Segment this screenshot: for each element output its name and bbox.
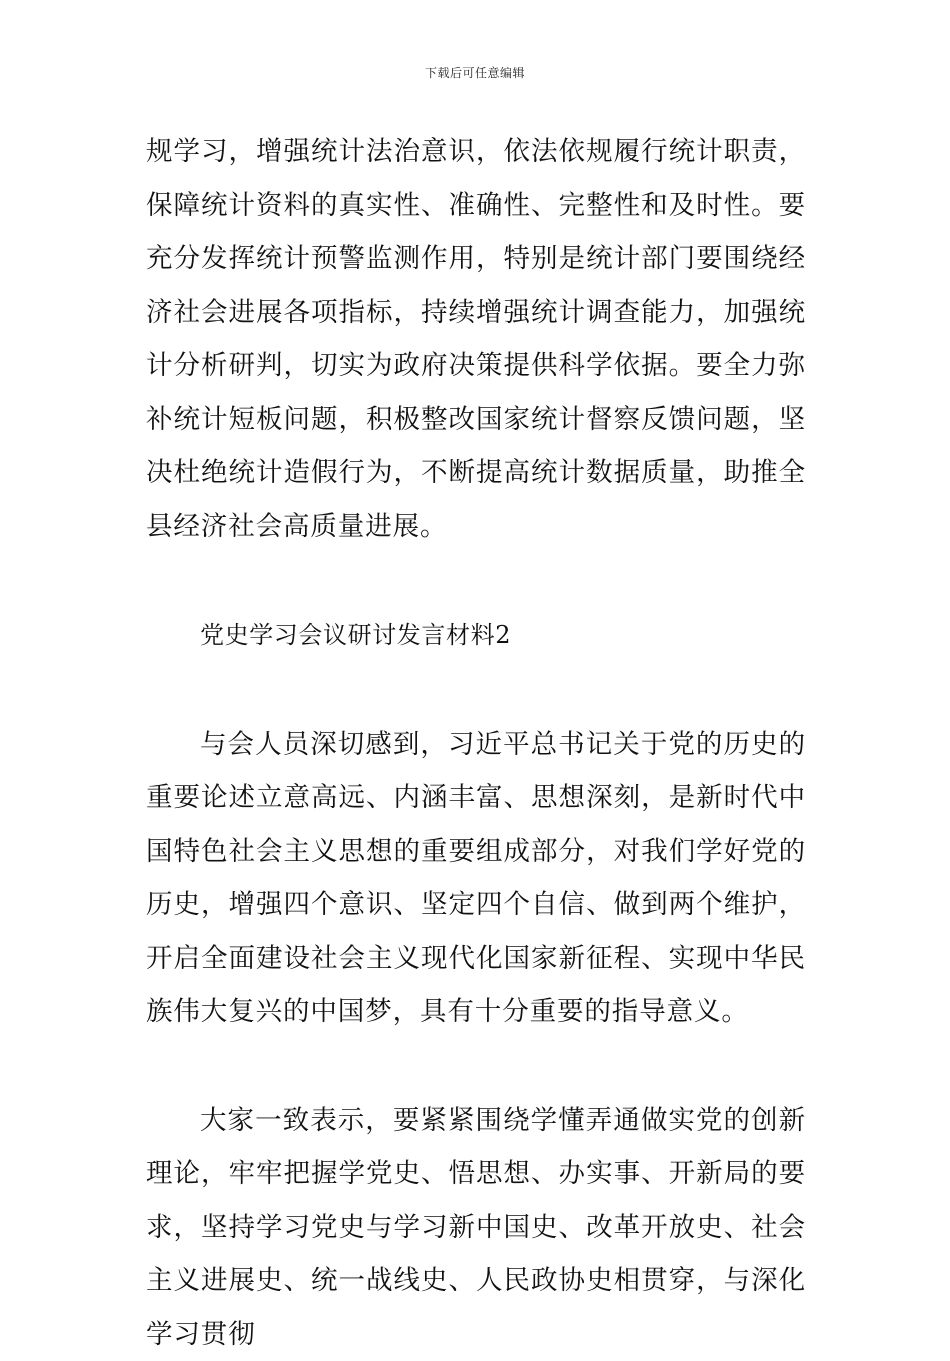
paragraph-attendees-feel: 与会人员深切感到，习近平总书记关于党的历史的重要论述立意高远、内涵丰富、思想深刻，是新时代中国特色社会主义思想的重要组成部分，对我们学好党的历史，增强四个意识、坚定四个自信、做到两个维护，开启全面建设社会主义现代化国家新征程、实现中华民族伟大复兴的中国梦，具有十分重要的指导意义。 [146, 718, 806, 1039]
paragraph-spacer [146, 1039, 806, 1094]
document-body [146, 125, 806, 1361]
paragraph-statistics-continuation: 规学习，增强统计法治意识，依法依规履行统计职责，保障统计资料的真实性、准确性、完整性和及时性。要充分发挥统计预警监测作用，特别是统计部门要围绕经济社会进展各项指标，持续增强统计调查能力，加强统计分析研判，切实为政府决策提供科学依据。要全力弥补统计短板问题，积极整改国家统计督察反馈问题，坚决杜绝统计造假行为，不断提高统计数据质量，助推全县经济社会高质量进展。 [146, 125, 806, 553]
paragraph-spacer [146, 663, 806, 718]
paragraph-consensus: 大家一致表示，要紧紧围绕学懂弄通做实党的创新理论，牢牢把握学党史、悟思想、办实事、开新局的要求，坚持学习党史与学习新中国史、改革开放史、社会主义进展史、统一战线史、人民政协史相贯穿，与深化学习贯彻 [146, 1094, 806, 1361]
paragraph-spacer [146, 553, 806, 609]
page-header-note: 下载后可任意编辑 [0, 64, 950, 82]
section-heading: 党史学习会议研讨发言材料2 [146, 609, 806, 663]
